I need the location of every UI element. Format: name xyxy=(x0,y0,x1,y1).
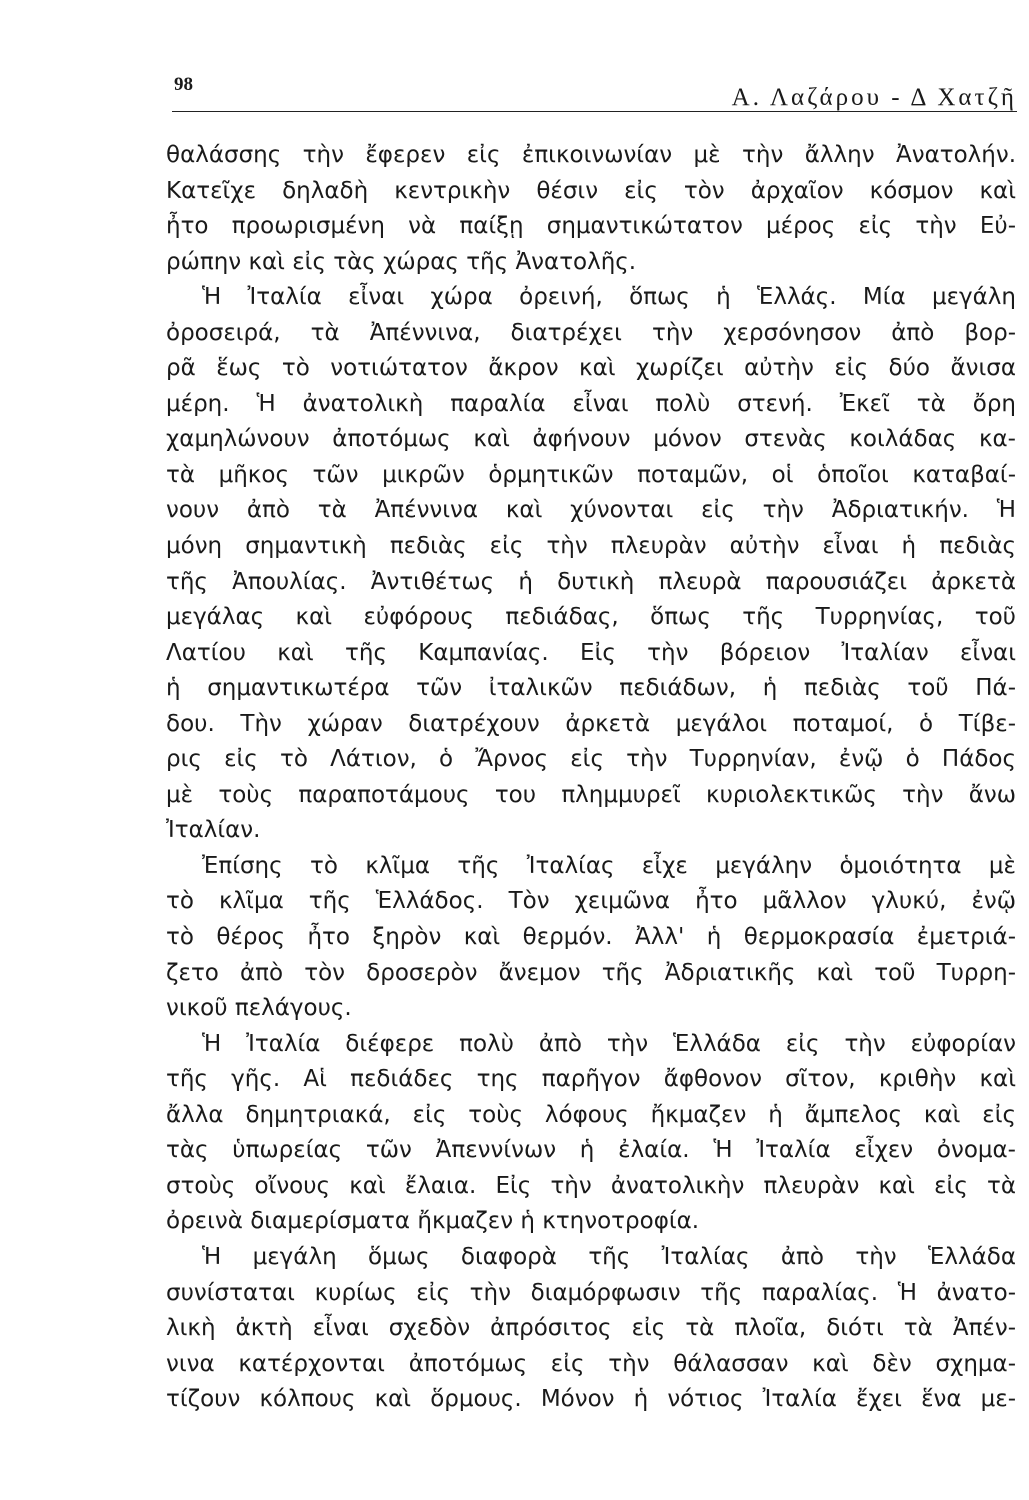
text-line: ἡ σημαντικωτέρα τῶν ἰταλικῶν πεδιάδων, ἡ πεδιὰς τοῦ Πά- xyxy=(166,675,1016,702)
text-line: ρᾶ ἕως τὸ νοτιώτατον ἄκρον καὶ χωρίζει αὐτὴν εἰς δύο ἄνισα xyxy=(166,355,1016,382)
text-line: μὲ τοὺς παραποτάμους του πλημμυρεῖ κυριολεκτικῶς τὴν ἄνω xyxy=(166,781,1016,808)
text-line: Λατίου καὶ τῆς Καμπανίας. Εἰς τὴν βόρειον Ἰταλίαν εἶναι xyxy=(166,639,1016,666)
text-line: ὀρεινὰ διαμερίσματα ἤκμαζεν ἡ κτηνοτροφία. xyxy=(166,1208,700,1235)
text-line: στοὺς οἴνους καὶ ἔλαια. Εἰς τὴν ἀνατολικὴν πλευρὰν καὶ εἰς τὰ xyxy=(166,1172,1016,1199)
text-line: μεγάλας καὶ εὐφόρους πεδιάδας, ὅπως τῆς Τυρρηνίας, τοῦ xyxy=(166,604,1016,631)
text-line: τὰς ὑπωρείας τῶν Ἀπεννίνων ἡ ἐλαία. Ἡ Ἰταλία εἶχεν ὀνομα- xyxy=(166,1137,1016,1164)
text-line: τίζουν κόλπους καὶ ὅρμους. Μόνον ἡ νότιος Ἰταλία ἔχει ἕνα με- xyxy=(166,1386,1016,1413)
text-line: ρις εἰς τὸ Λάτιον, ὁ Ἄρνος εἰς τὴν Τυρρηνίαν, ἐνῷ ὁ Πάδος xyxy=(166,746,1016,773)
body-text xyxy=(166,138,1016,1418)
text-line: δου. Τὴν χώραν διατρέχουν ἀρκετὰ μεγάλοι ποταμοί, ὁ Τίβε- xyxy=(166,710,1016,737)
text-line: Ἡ Ἰταλία διέφερε πολὺ ἀπὸ τὴν Ἑλλάδα εἰς τὴν εὐφορίαν xyxy=(202,1030,1016,1057)
text-line: τὰ μῆκος τῶν μικρῶν ὁρμητικῶν ποταμῶν, οἱ ὁποῖοι καταβαί- xyxy=(166,461,1016,488)
text-line: συνίσταται κυρίως εἰς τὴν διαμόρφωσιν τῆς παραλίας. Ἡ ἀνατο- xyxy=(166,1279,1016,1306)
text-line: τὸ θέρος ἦτο ξηρὸν καὶ θερμόν. Ἀλλ' ἡ θερμοκρασία ἐμετριά- xyxy=(166,924,1016,951)
text-line: νουν ἀπὸ τὰ Ἀπέννινα καὶ χύνονται εἰς τὴν Ἀδριατικήν. Ἡ xyxy=(166,497,1016,524)
text-line: Κατεῖχε δηλαδὴ κεντρικὴν θέσιν εἰς τὸν ἀρχαῖον κόσμον καὶ xyxy=(166,177,1016,204)
text-line: ὀροσειρά, τὰ Ἀπέννινα, διατρέχει τὴν χερσόνησον ἀπὸ βορ- xyxy=(166,319,1016,346)
text-line: ρώπην καὶ εἰς τὰς χώρας τῆς Ἀνατολῆς. xyxy=(166,248,637,275)
text-line: ἄλλα δημητριακά, εἰς τοὺς λόφους ἤκμαζεν ἡ ἄμπελος καὶ εἰς xyxy=(166,1101,1016,1128)
text-line: νικοῦ πελάγους. xyxy=(166,995,352,1022)
text-line: λικὴ ἀκτὴ εἶναι σχεδὸν ἀπρόσιτος εἰς τὰ πλοῖα, διότι τὰ Ἀπέν- xyxy=(166,1315,1016,1342)
text-line: χαμηλώνουν ἀποτόμως καὶ ἀφήνουν μόνον στενὰς κοιλάδας κα- xyxy=(166,426,1016,453)
header-rule xyxy=(172,111,1017,112)
text-line: μέρη. Ἡ ἀνατολικὴ παραλία εἶναι πολὺ στενή. Ἐκεῖ τὰ ὄρη xyxy=(166,390,1016,417)
text-line: ἦτο προωρισμένη νὰ παίξῃ σημαντικώτατον μέρος εἰς τὴν Εὐ- xyxy=(166,213,1016,240)
text-line: Ἐπίσης τὸ κλῖμα τῆς Ἰταλίας εἶχε μεγάλην ὁμοιότητα μὲ xyxy=(202,852,1016,879)
text-line: νινα κατέρχονται ἀποτόμως εἰς τὴν θάλασσαν καὶ δὲν σχημα- xyxy=(166,1350,1016,1377)
text-line: θαλάσσης τὴν ἔφερεν εἰς ἐπικοινωνίαν μὲ τὴν ἄλλην Ἀνατολήν. xyxy=(166,142,1016,168)
text-line: Ἰταλίαν. xyxy=(166,817,261,844)
text-line: τὸ κλῖμα τῆς Ἑλλάδος. Τὸν χειμῶνα ἦτο μᾶλλον γλυκύ, ἐνῷ xyxy=(166,888,1016,915)
text-line: Ἡ μεγάλη ὅμως διαφορὰ τῆς Ἰταλίας ἀπὸ τὴν Ἑλλάδα xyxy=(202,1243,1016,1270)
text-line: μόνη σημαντικὴ πεδιὰς εἰς τὴν πλευρὰν αὐτὴν εἶναι ἡ πεδιὰς xyxy=(166,533,1016,560)
running-head: Α. Λαζάρου - Δ Χατζῆ xyxy=(731,84,1017,111)
text-line: Ἡ Ἰταλία εἶναι χώρα ὀρεινή, ὅπως ἡ Ἑλλάς. Μία μεγάλη xyxy=(202,284,1016,311)
page-number: 98 xyxy=(174,74,193,95)
text-line: ζετο ἀπὸ τὸν δροσερὸν ἄνεμον τῆς Ἀδριατικῆς καὶ τοῦ Τυρρη- xyxy=(166,959,1016,986)
text-line: τῆς γῆς. Αἱ πεδιάδες της παρῆγον ἄφθονον σῖτον, κριθὴν καὶ xyxy=(166,1066,1016,1093)
text-line: τῆς Ἀπουλίας. Ἀντιθέτως ἡ δυτικὴ πλευρὰ παρουσιάζει ἀρκετὰ xyxy=(166,568,1016,595)
